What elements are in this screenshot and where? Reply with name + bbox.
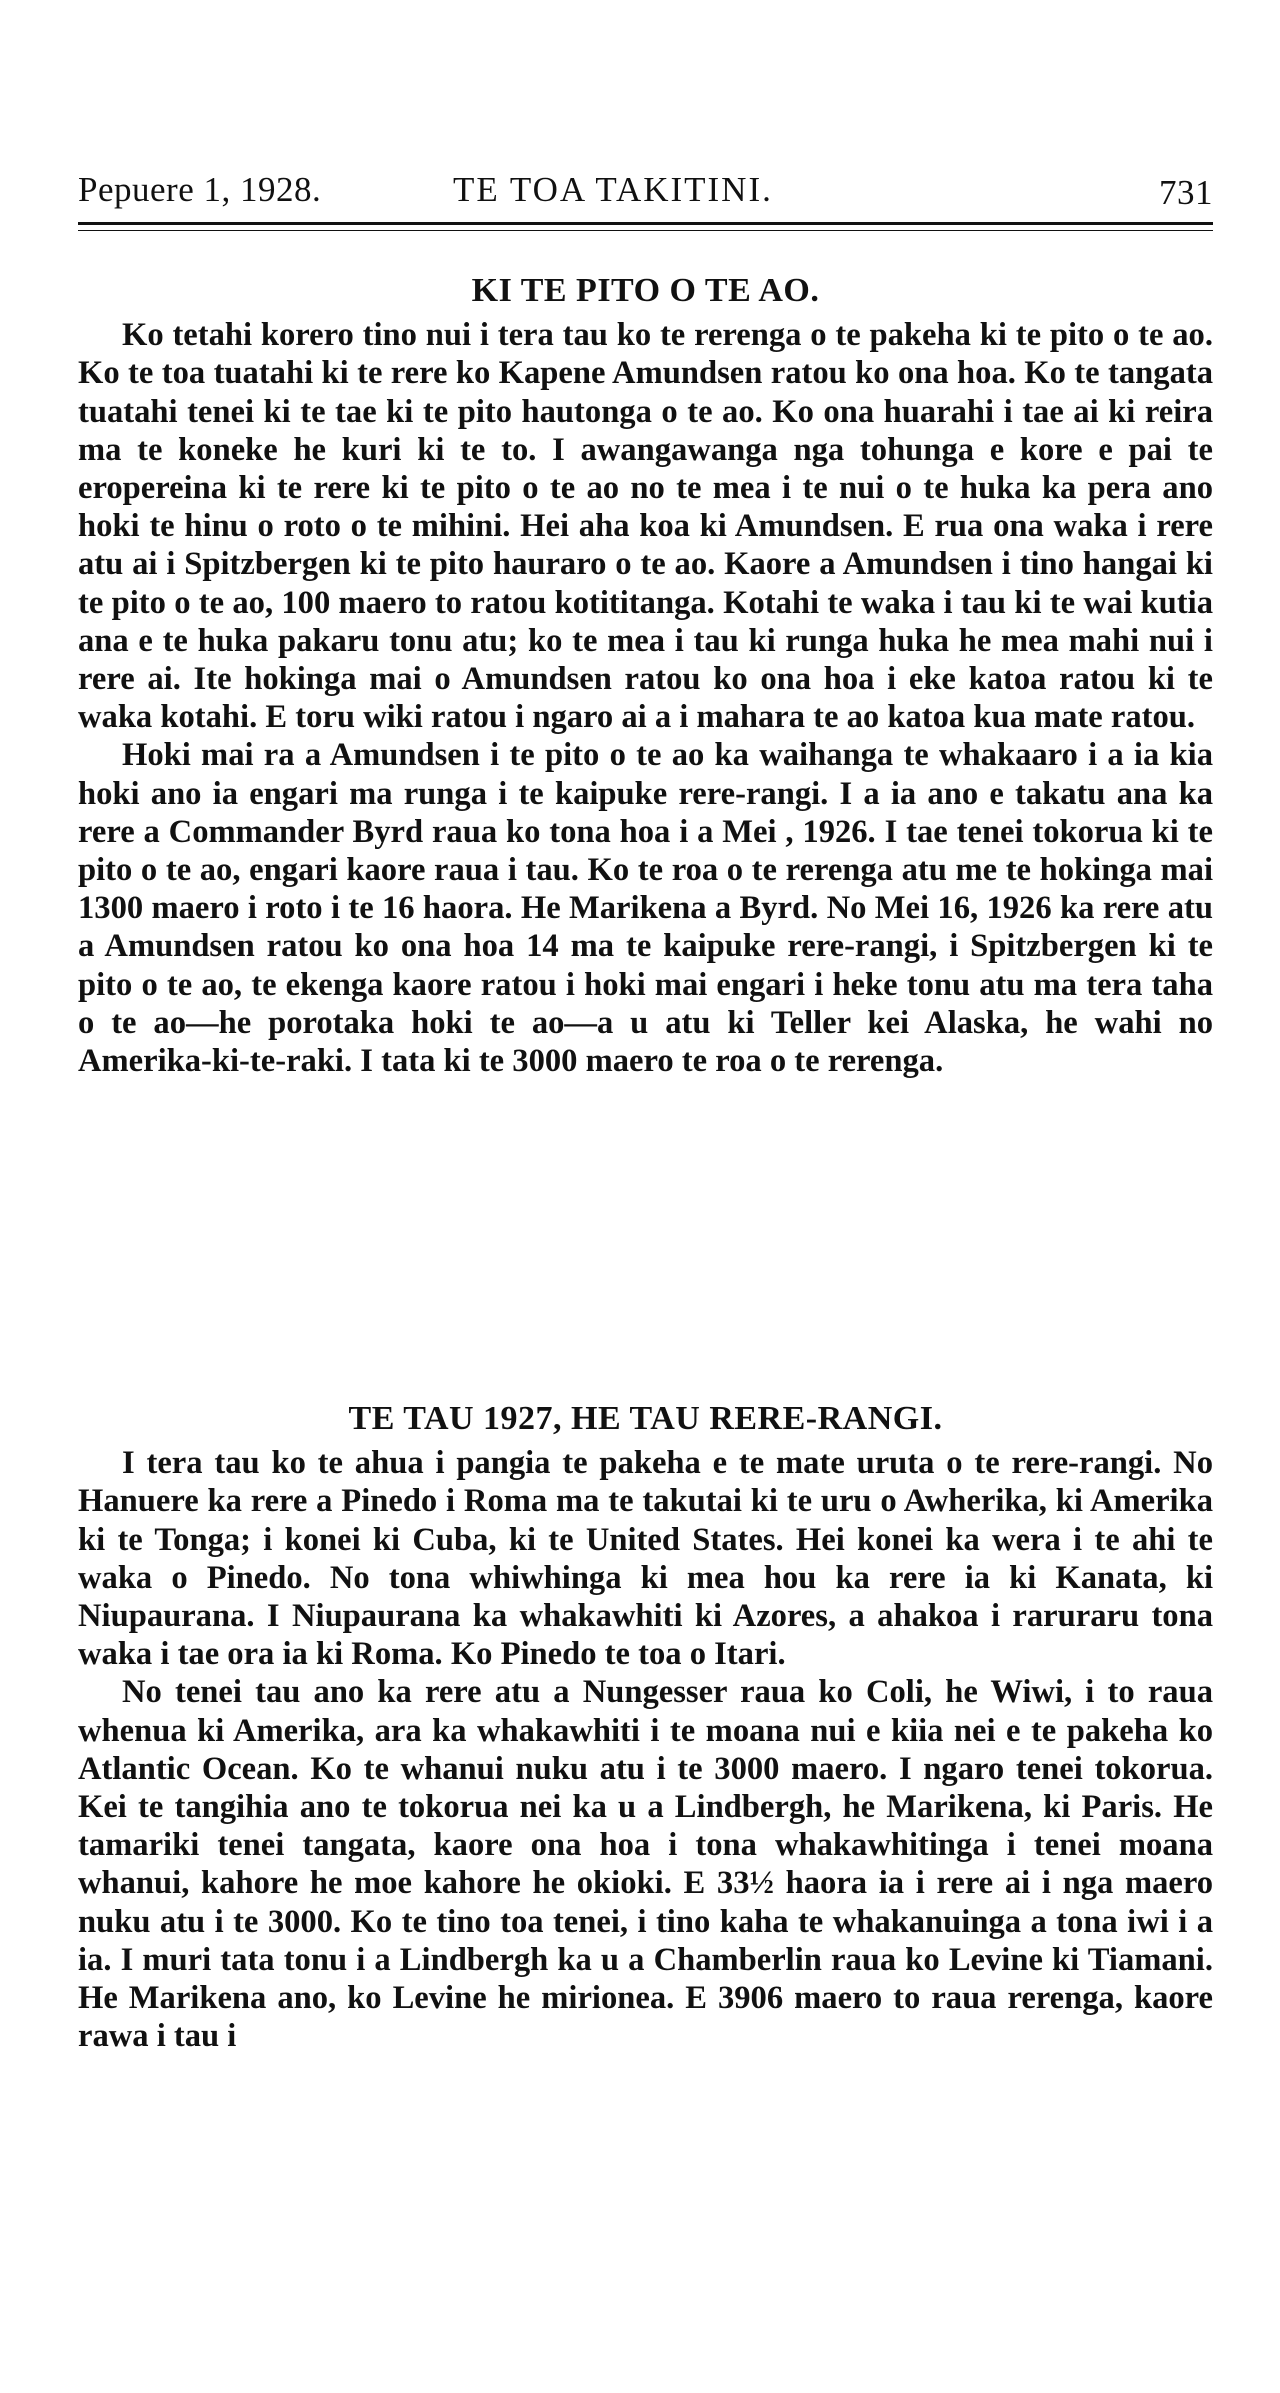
article-ki-te-pito xyxy=(78,272,1213,1080)
article-paragraph: No tenei tau ano ka rere atu a Nungesser raua ko Coli, he Wiwi, i to raua whenua ki Amerika, ara ka whakawhiti i te moana nui e kiia nei e te pakeha ko Atlantic Ocean. Ko te whanui nuku atu i te 3000 maero. I ngaro tenei tokorua. Kei te tangihia ano te tokorua nei ka u a Lindbergh, he Marikena, ki Paris. He tamariki tenei tangata, kaore ona hoa i tona whakawhitinga i tenei moana whanui, kahore he moe kahore he okioki. E 33½ haora ia i rere ai i nga maero nuku atu i te 3000. Ko te tino toa tenei, i tino kaha te whakanuinga a tona iwi i a ia. I muri tata tonu i a Lindbergh ka u a Chamberlin raua ko Levine ki Tiamani. He Marikena ano, ko Levine he mirionea. E 3906 maero to raua rerenga, kaore rawa i tau i xyxy=(78,1674,1213,2055)
header-rule-thick xyxy=(78,222,1213,225)
issue-date: Pepuere 1, 1928. xyxy=(78,170,322,209)
page-number: 731 xyxy=(1159,173,1213,212)
running-head xyxy=(78,170,1213,220)
header-rule-thin xyxy=(78,230,1213,231)
publication-title: TE TOA TAKITINI. xyxy=(453,170,773,209)
article-paragraph: Hoki mai ra a Amundsen i te pito o te ao ka waihanga te whakaaro i a ia kia hoki ano ia engari ma runga i te kaipuke rere-rangi. I a ia ano e takatu ana ka rere a Commander Byrd raua ko tona hoa i a Mei , 1926. I tae tenei tokorua ki te pito o te ao, engari kaore raua i tau. Ko te roa o te rerenga atu me te hokinga mai 1300 maero i roto i te 16 haora. He Marikena a Byrd. No Mei 16, 1926 ka rere atu a Amundsen ratou ko ona hoa 14 ma te kaipuke rere-rangi, i Spitzbergen ki te pito o te ao, te ekenga kaore ratou i hoki mai engari i heke tonu atu ma tera taha o te ao—he porotaka hoki te ao—a u atu ki Teller kei Alaska, he wahi no Amerika-ki-te-raki. I tata ki te 3000 maero te roa o te rerenga. xyxy=(78,737,1213,1080)
article-tau-rere-rangi xyxy=(78,1400,1213,2055)
article-paragraph: Ko tetahi korero tino nui i tera tau ko te rerenga o te pakeha ki te pito o te ao. Ko te toa tuatahi ki te rere ko Kapene Amundsen ratou ko ona hoa. Ko te tangata tuatahi tenei ki te tae ki te pito hautonga o te ao. Ko ona huarahi i tae ai ki reira ma te koneke he kuri ki te to. I awangawanga nga tohunga e kore e pai te eropereina ki te rere ki te pito o te ao no te mea i te nui o te huka ka pera ano hoki te hinu o roto o te mihini. Hei aha koa ki Amundsen. E rua ona waka i rere atu ai i Spitzbergen ki te pito hauraro o te ao. Kaore a Amundsen i tino hangai ki te pito o te ao, 100 maero to ratou kotititanga. Kotahi te waka i tau ki te wai kutia ana e te huka pakaru tonu atu; ko te mea i tau ki runga huka he mea mahi nui i rere ai. Ite hokinga mai o Amundsen ratou ko ona hoa i eke katoa ratou ki te waka kotahi. E toru wiki ratou i ngaro ai a i mahara te ao katoa kua mate ratou. xyxy=(78,317,1213,736)
article-heading: KI TE PITO O TE AO. xyxy=(471,272,820,309)
page xyxy=(78,0,1213,2393)
article-heading: TE TAU 1927, HE TAU RERE-RANGI. xyxy=(348,1400,943,1437)
article-paragraph: I tera tau ko te ahua i pangia te pakeha e te mate uruta o te rere-rangi. No Hanuere ka rere a Pinedo i Roma ma te takutai ki te uru o Awherika, ki Amerika ki te Tonga; i konei ki Cuba, ki te United States. Hei konei ka wera i te ahi te waka o Pinedo. No tona whiwhinga ki mea hou ka rere ia ki Kanata, ki Niupaurana. I Niupaurana ka whakawhiti ki Azores, a ahakoa i raruraru tona waka i tae ora ia ki Roma. Ko Pinedo te toa o Itari. xyxy=(78,1445,1213,1673)
